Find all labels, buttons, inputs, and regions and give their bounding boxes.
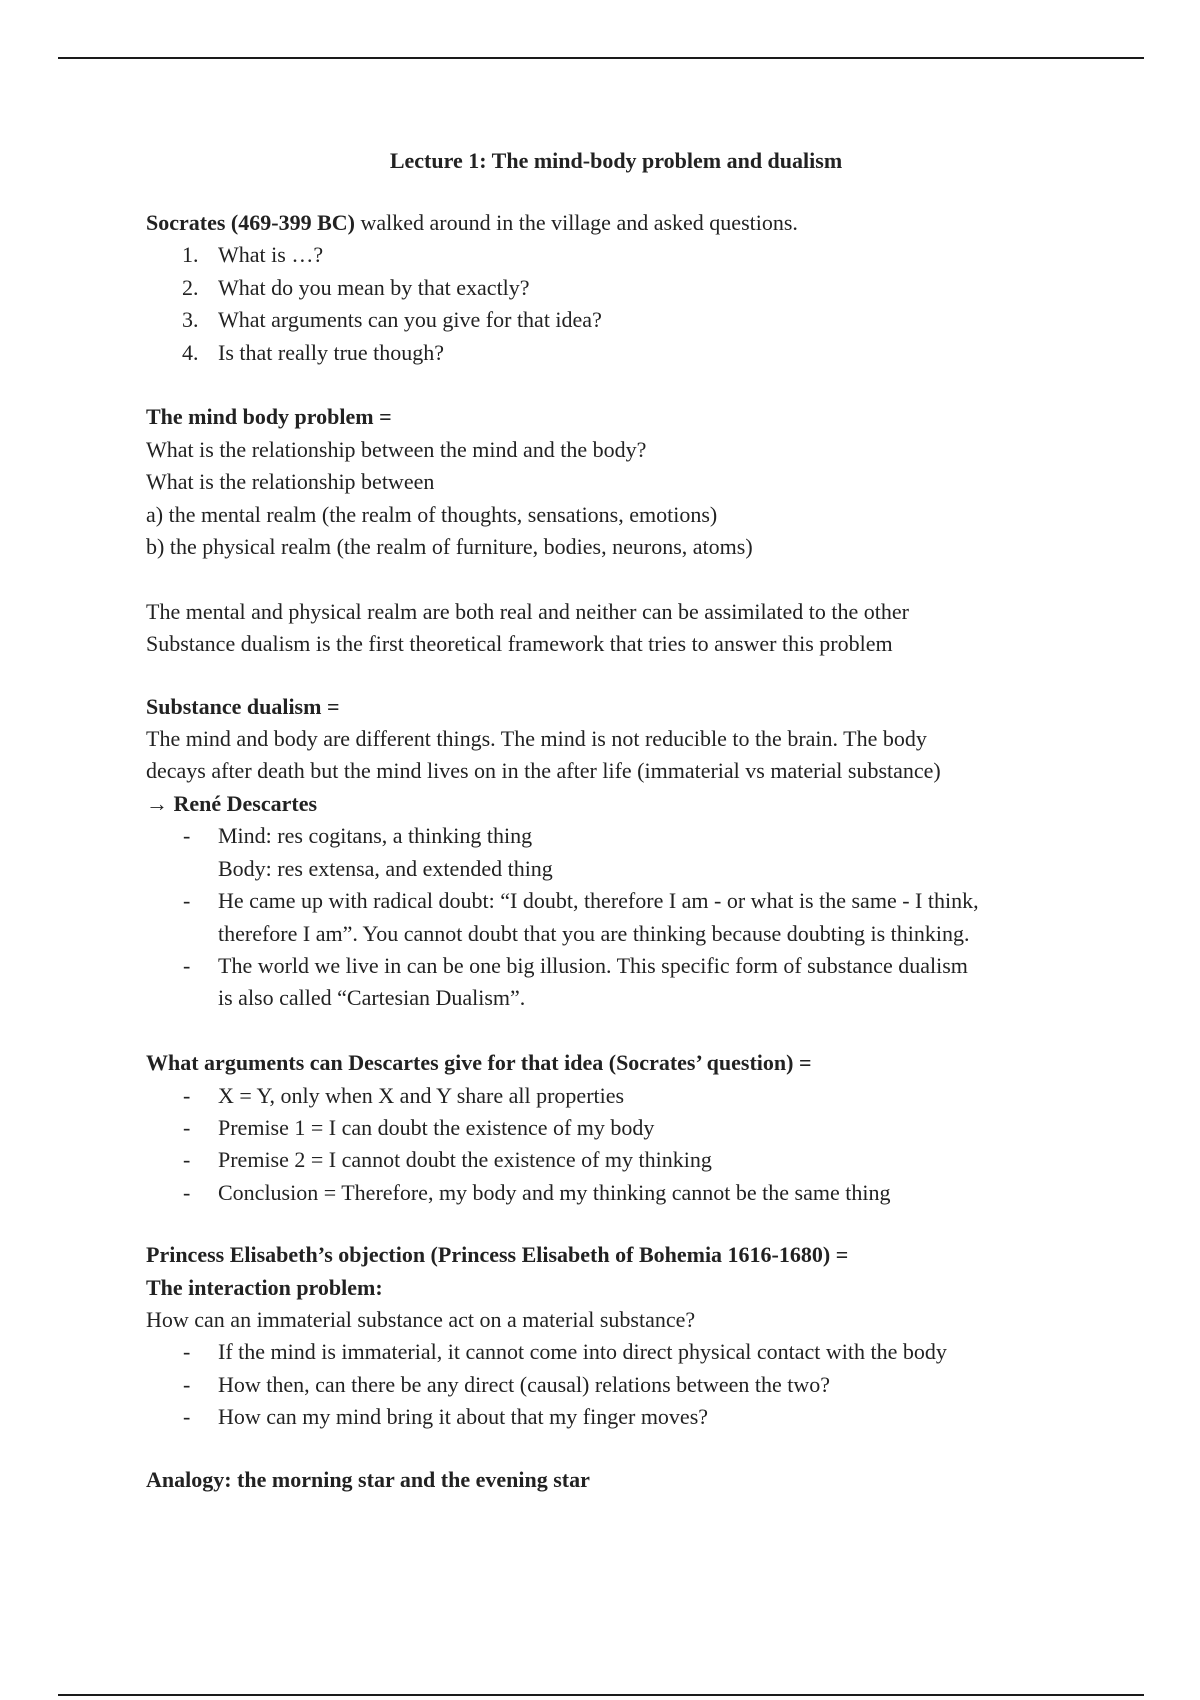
mind-body-heading: The mind body problem = xyxy=(146,404,392,430)
interaction-bullet-list xyxy=(146,1336,1086,1433)
realm-line: The mental and physical realm are both real and neither can be assimilated to the other xyxy=(146,598,909,624)
substance-dualism-text: decays after death but the mind lives on in the after life (immaterial vs material substance) xyxy=(146,758,941,784)
list-item-text: How then, can there be any direct (causal) relations between the two? xyxy=(218,1371,831,1397)
top-rule xyxy=(58,57,1144,59)
substance-dualism-text: The mind and body are different things. The mind is not reducible to the brain. The body xyxy=(146,726,927,752)
mind-body-line: What is the relationship between the mind and the body? xyxy=(146,436,647,462)
dash-marker: - xyxy=(183,1082,191,1108)
spacer xyxy=(146,661,1086,691)
list-number: 2. xyxy=(182,274,199,300)
list-item xyxy=(146,1369,1086,1401)
spacer xyxy=(146,563,1086,595)
list-item-text: Is that really true though? xyxy=(218,339,445,365)
list-item xyxy=(146,885,1086,950)
list-number: 1. xyxy=(182,242,199,268)
substance-dualism-heading: Substance dualism = xyxy=(146,693,340,719)
dash-marker: - xyxy=(183,888,191,914)
spacer xyxy=(146,1209,1086,1239)
dash-marker: - xyxy=(183,1339,191,1365)
dash-marker: - xyxy=(183,1114,191,1140)
list-item-text: What do you mean by that exactly? xyxy=(218,274,530,300)
list-item xyxy=(146,239,1086,271)
list-item-text: Premise 2 = I cannot doubt the existence of my thinking xyxy=(218,1147,712,1173)
dash-marker: - xyxy=(183,1371,191,1397)
list-item xyxy=(146,1080,1086,1112)
list-item-text: therefore I am”. You cannot doubt that you are thinking because doubting is thinking. xyxy=(218,920,970,946)
list-item-text: Body: res extensa, and extended thing xyxy=(218,855,553,881)
list-number: 3. xyxy=(182,307,199,333)
list-item-text: What arguments can you give for that idea? xyxy=(218,307,602,333)
document-page xyxy=(146,145,1086,1496)
mind-body-line: b) the physical realm (the realm of furniture, bodies, neurons, atoms) xyxy=(146,534,753,560)
interaction-problem-heading: The interaction problem: xyxy=(146,1274,383,1300)
list-item xyxy=(146,1336,1086,1368)
list-item-text: How can my mind bring it about that my finger moves? xyxy=(218,1404,709,1430)
spacer xyxy=(146,1434,1086,1464)
arguments-bullet-list xyxy=(146,1080,1086,1210)
list-item xyxy=(146,820,1086,885)
list-number: 4. xyxy=(182,339,199,365)
page-title: Lecture 1: The mind-body problem and dualism xyxy=(389,148,843,173)
list-item xyxy=(146,337,1086,369)
list-item xyxy=(146,1401,1086,1433)
dash-marker: - xyxy=(183,1179,191,1205)
list-item xyxy=(146,1112,1086,1144)
dash-marker: - xyxy=(183,1404,191,1430)
socrates-name: Socrates (469-399 BC) xyxy=(146,210,355,235)
arguments-heading: What arguments can Descartes give for that idea (Socrates’ question) = xyxy=(146,1050,812,1076)
list-item-text: X = Y, only when X and Y share all properties xyxy=(218,1082,625,1108)
socrates-question-list xyxy=(146,239,1086,369)
dash-marker: - xyxy=(183,1147,191,1173)
descartes-heading: → René Descartes xyxy=(146,790,318,816)
list-item-text: Premise 1 = I can doubt the existence of my body xyxy=(218,1114,655,1140)
elisabeth-heading: Princess Elisabeth’s objection (Princess Elisabeth of Bohemia 1616-1680) = xyxy=(146,1242,849,1268)
list-item-text: The world we live in can be one big illusion. This specific form of substance dualism xyxy=(218,952,968,978)
list-item-text: Mind: res cogitans, a thinking thing xyxy=(218,823,533,849)
dash-marker: - xyxy=(183,952,191,978)
interaction-question: How can an immaterial substance act on a material substance? xyxy=(146,1306,696,1332)
list-item-text: He came up with radical doubt: “I doubt, therefore I am - or what is the same - I think, xyxy=(218,888,979,914)
list-item-text: is also called “Cartesian Dualism”. xyxy=(218,985,526,1011)
mind-body-line: a) the mental realm (the realm of thoughts, sensations, emotions) xyxy=(146,501,718,527)
mind-body-line: What is the relationship between xyxy=(146,469,435,495)
socrates-intro-text: walked around in the village and asked questions. xyxy=(354,210,798,235)
realm-line: Substance dualism is the first theoretical framework that tries to answer this problem xyxy=(146,631,893,657)
spacer xyxy=(146,1015,1086,1047)
analogy-heading: Analogy: the morning star and the evening star xyxy=(146,1466,590,1492)
list-item xyxy=(146,304,1086,336)
descartes-bullet-list xyxy=(146,820,1086,1014)
list-item xyxy=(146,1144,1086,1176)
list-item xyxy=(146,272,1086,304)
list-item-text: What is …? xyxy=(218,242,324,268)
list-item xyxy=(146,1177,1086,1209)
socrates-intro xyxy=(146,207,1086,239)
list-item-text: If the mind is immaterial, it cannot come into direct physical contact with the body xyxy=(218,1339,947,1365)
dash-marker: - xyxy=(183,823,191,849)
list-item-text: Conclusion = Therefore, my body and my thinking cannot be the same thing xyxy=(218,1179,891,1205)
list-item xyxy=(146,950,1086,1015)
spacer xyxy=(146,369,1086,401)
bottom-rule xyxy=(58,1694,1144,1696)
